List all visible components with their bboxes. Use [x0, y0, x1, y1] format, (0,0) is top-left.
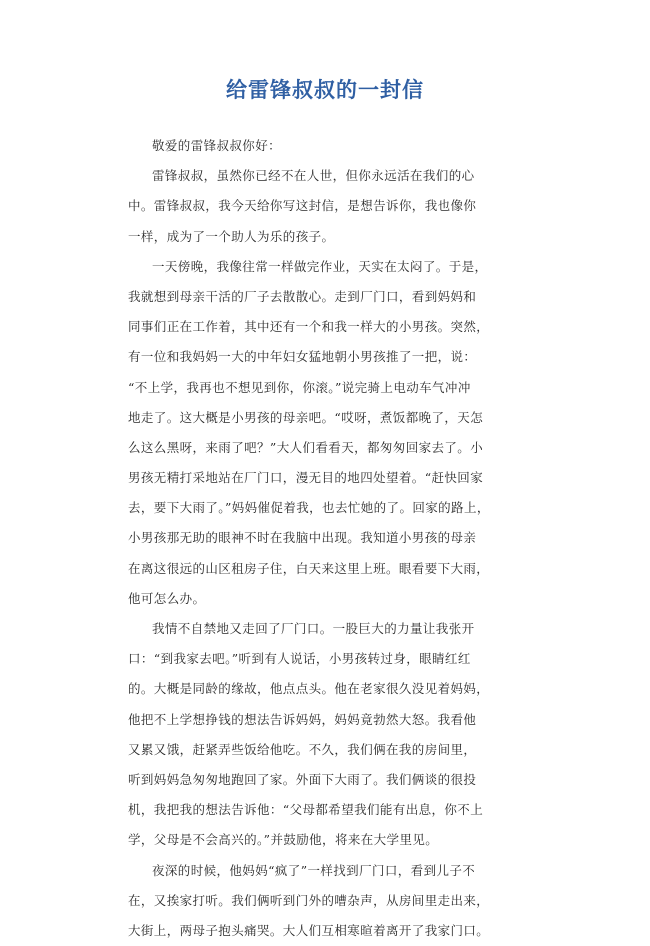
letter-line: 一样，成为了一个助人为乐的孩子。 — [128, 228, 335, 244]
letter-line: 男孩无精打采地站在厂门口，漫无目的地四处望着。“赶快回家 — [128, 470, 484, 486]
letter-line: 又累又饿，赶紧弄些饭给他吃。不久，我们俩在我的房间里， — [128, 741, 477, 757]
letter-line: 学，父母是不会高兴的。”并鼓励他，将来在大学里见。 — [128, 832, 439, 848]
letter-line: 机，我把我的想法告诉他：“父母都希望我们能有出息，你不上 — [128, 802, 484, 818]
letter-line: 雷锋叔叔，虽然你已经不在人世，但你永远活在我们的心 — [152, 168, 475, 184]
letter-line: 他把不上学想挣钱的想法告诉妈妈，妈妈竟勃然大怒。我看他 — [128, 711, 477, 727]
letter-line: 大街上，两母子抱头痛哭。大人们互相寒暄着离开了我家门口。 — [128, 922, 490, 938]
letter-line: 有一位和我妈妈一大的中年妇女猛地朝小男孩推了一把，说： — [128, 349, 477, 365]
letter-title: 给雷锋叔叔的一封信 — [226, 78, 424, 102]
letter-line: 去，要下大雨了。”妈妈催促着我，也去忙她的了。回家的路上， — [128, 500, 490, 516]
letter-line: 我情不自禁地又走回了厂门口。一股巨大的力量让我张开 — [152, 621, 475, 636]
letter-line: 夜深的时候，他妈妈“疯了”一样找到厂门口，看到儿子不 — [152, 862, 476, 878]
letter-line: “不上学，我再也不想见到你，你滚。”说完骑上电动车气冲冲 — [128, 379, 471, 395]
letter-line: 地走了。这大概是小男孩的母亲吧。“哎呀，煮饭都晚了，天怎 — [128, 409, 484, 425]
letter-body — [128, 131, 538, 946]
letter-line: 在，又挨家打听。我们俩听到门外的嘈杂声，从房间里走出来， — [128, 892, 490, 908]
letter-line: 么这么黑呀，来雨了吧？”大人们看看天，都匆匆回家去了。小 — [128, 439, 484, 455]
letter-line: 口：“到我家去吧。”听到有人说话，小男孩转过身，眼睛红红 — [128, 651, 471, 667]
letter-line: 的。大概是同龄的缘故，他点点头。他在老家很久没见着妈妈， — [128, 681, 490, 697]
letter-line: 我就想到母亲干活的厂子去散散心。走到厂门口，看到妈妈和 — [128, 288, 477, 304]
letter-line: 敬爱的雷锋叔叔你好： — [152, 138, 282, 153]
letter-line: 在离这很远的山区租房子住，白天来这里上班。眼看要下大雨， — [128, 560, 490, 576]
letter-line: 小男孩那无助的眼神不时在我脑中出现。我知道小男孩的母亲 — [128, 530, 477, 546]
letter-line: 同事们正在工作着，其中还有一个和我一样大的小男孩。突然， — [128, 319, 490, 335]
letter-line: 中。雷锋叔叔，我今天给你写这封信，是想告诉你，我也像你 — [128, 198, 477, 214]
letter-line: 一天傍晚，我像往常一样做完作业，天实在太闷了。于是， — [152, 258, 488, 274]
letter-line: 他可怎么办。 — [128, 590, 206, 606]
letter-line: 听到妈妈急匆匆地跑回了家。外面下大雨了。我们俩谈的很投 — [128, 771, 477, 787]
